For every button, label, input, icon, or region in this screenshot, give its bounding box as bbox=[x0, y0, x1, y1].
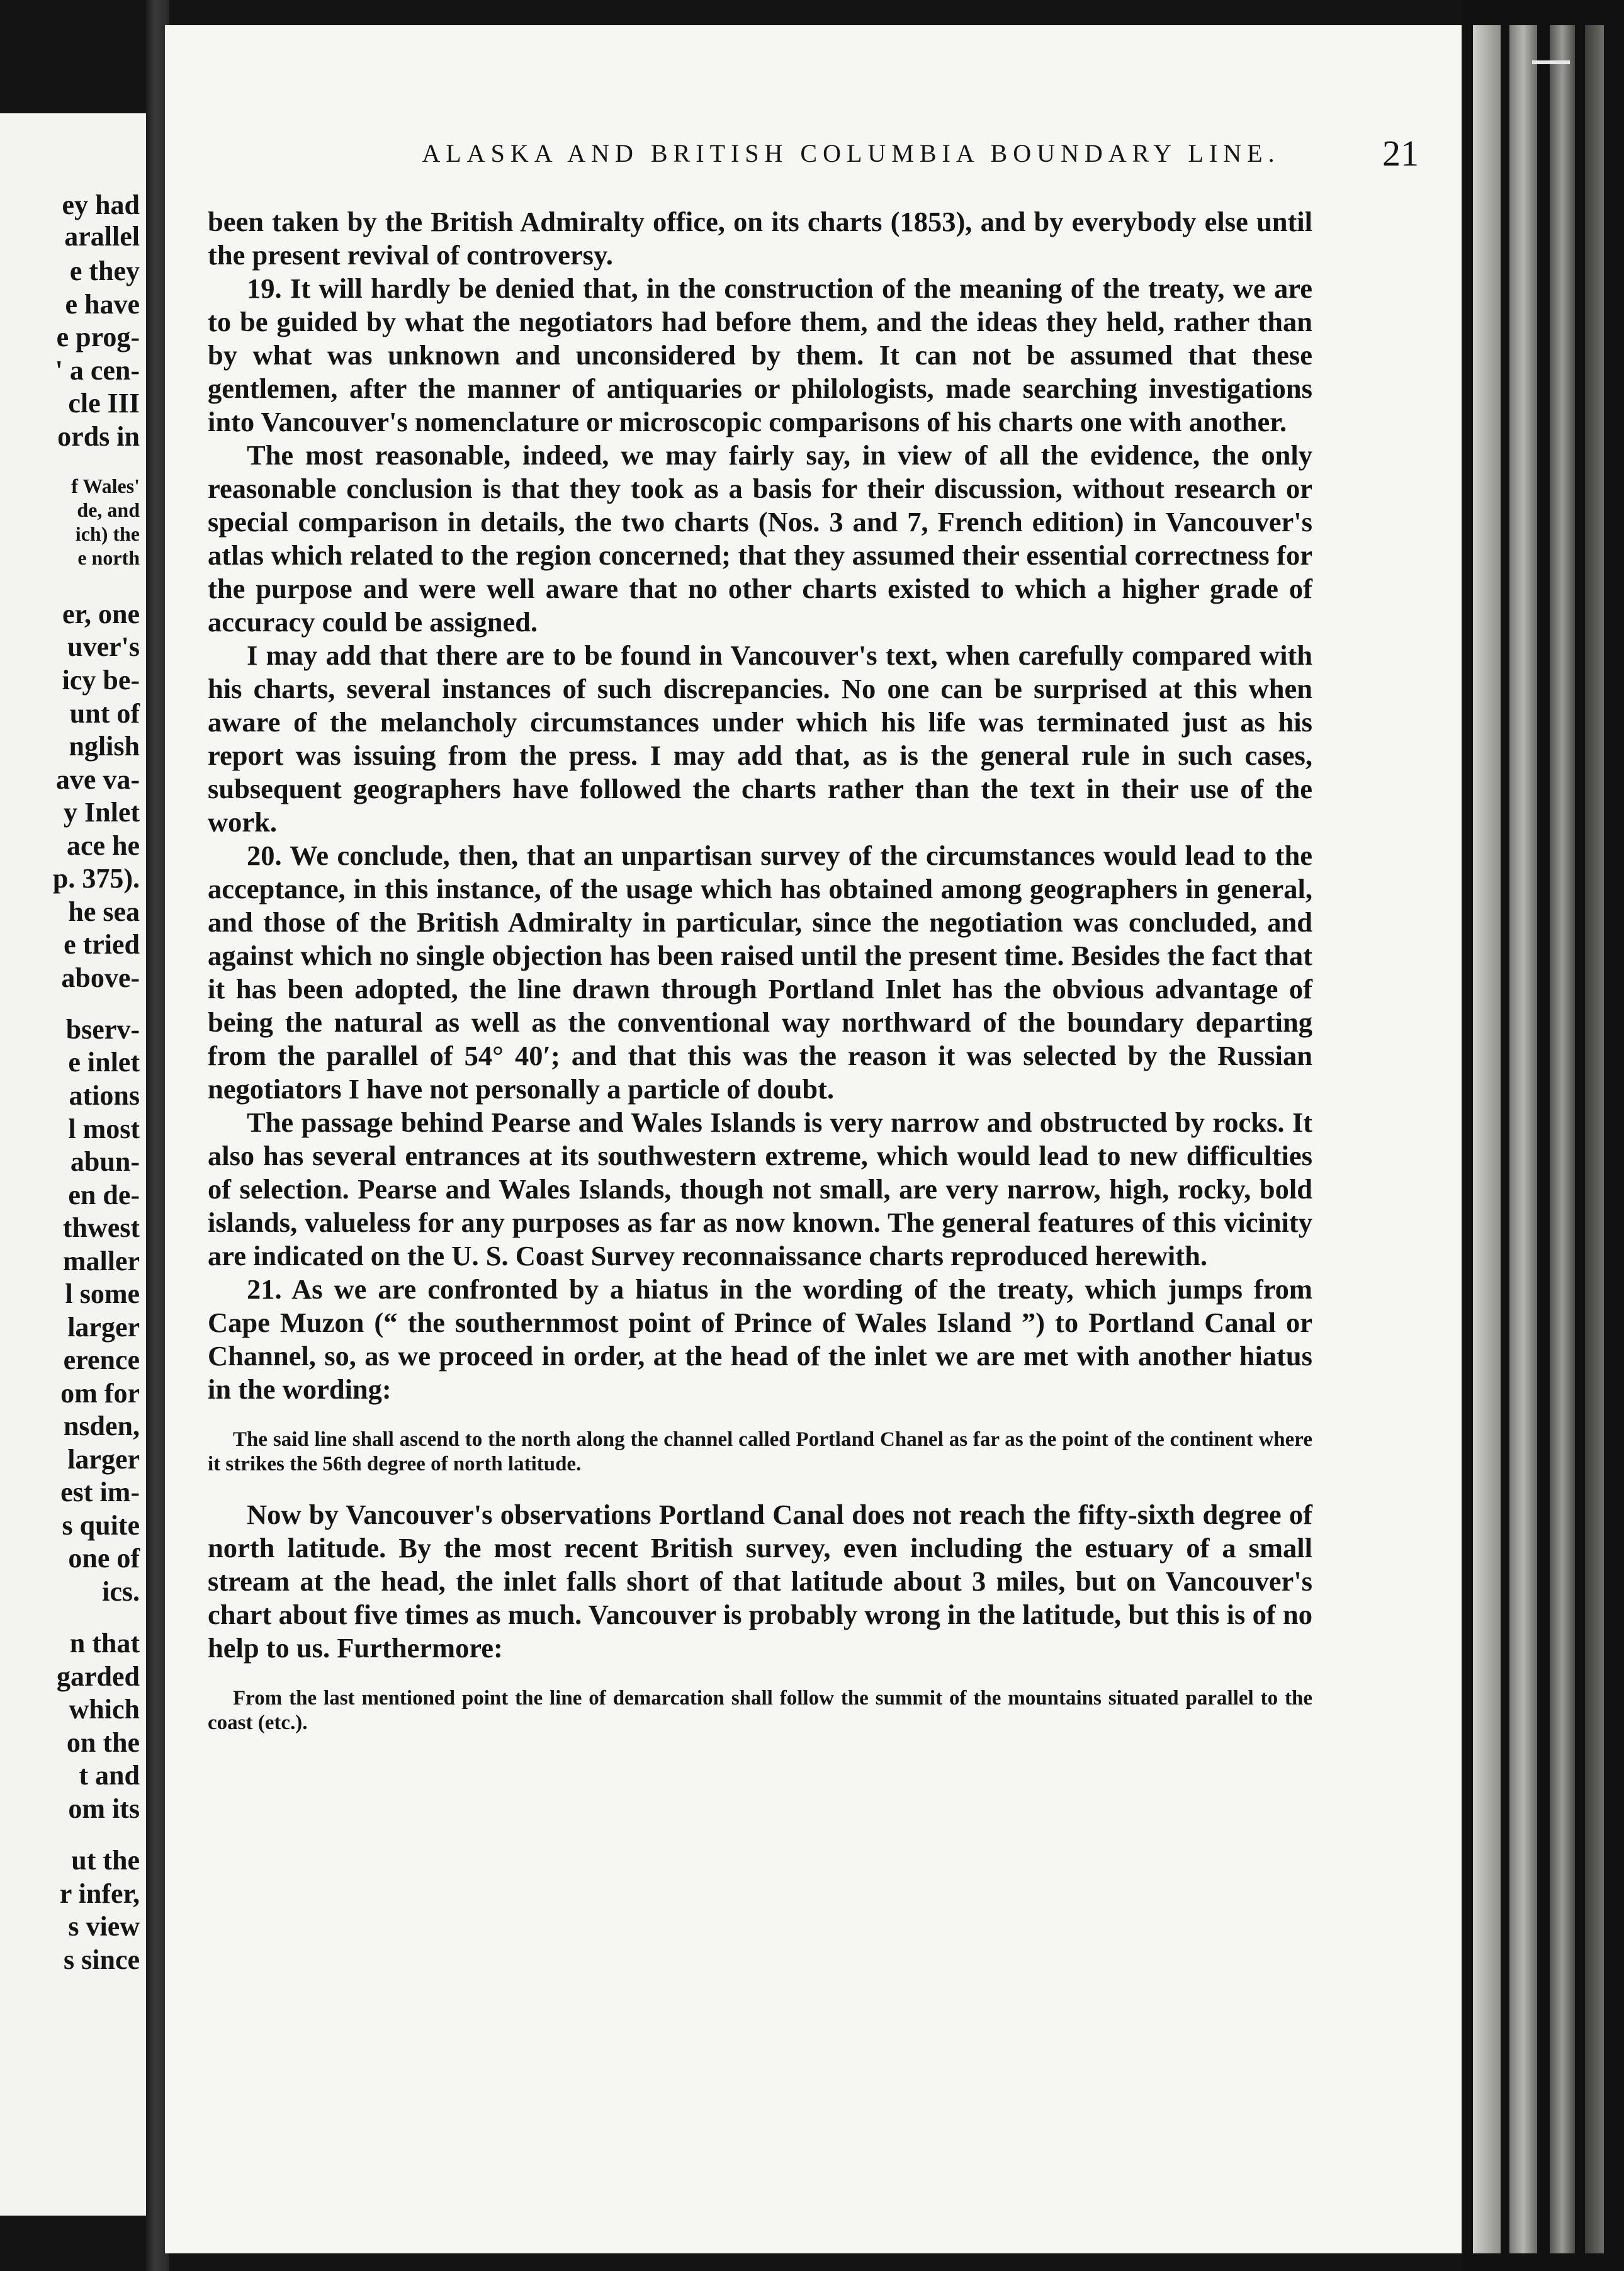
paragraph: 21. As we are confronted by a hiatus in the wording of the treaty, which jumps from Cape Muzon (“ the southernmost point of Prince of Wales Island ”) to Portland Canal or Channel, so, as we proceed in order, at the head of the inlet we are met with another hiatus in the wording: bbox=[208, 1273, 1312, 1405]
facing-page-fragment: arallel bbox=[64, 221, 140, 252]
facing-page-fragment: en de- bbox=[68, 1180, 140, 1210]
facing-page-fragment: unt of bbox=[69, 698, 140, 729]
facing-page-fragment: on the bbox=[66, 1727, 140, 1758]
facing-page-fragment: bserv- bbox=[65, 1014, 140, 1045]
facing-page-fragment: ace he bbox=[66, 830, 140, 861]
facing-page-fragment: maller bbox=[62, 1246, 140, 1276]
facing-page-fragment: est im- bbox=[60, 1477, 140, 1507]
facing-page-fragment: e tried bbox=[64, 929, 140, 960]
facing-page-fragment: ' a cen- bbox=[55, 355, 140, 386]
facing-page-fragment: ave va- bbox=[55, 764, 140, 795]
facing-page-fragment: y Inlet bbox=[64, 797, 140, 828]
block-quote: From the last mentioned point the line of demarcation shall follow the summit of the mountains situated parallel to the coast (etc.). bbox=[208, 1687, 1312, 1734]
facing-page-strip bbox=[0, 113, 146, 2216]
facing-page-fragment: f Wales' bbox=[71, 475, 140, 497]
facing-page-fragment: thwest bbox=[62, 1212, 140, 1243]
facing-page-fragment: l some bbox=[65, 1278, 140, 1309]
facing-page-fragment: s quite bbox=[62, 1510, 140, 1541]
facing-page-fragment: which bbox=[69, 1694, 140, 1725]
facing-page-fragment: e have bbox=[65, 289, 140, 320]
facing-page-fragment: e they bbox=[69, 256, 140, 286]
facing-page-fragment: om for bbox=[60, 1378, 140, 1409]
facing-page-fragment: nglish bbox=[69, 731, 140, 762]
paragraph: 19. It will hardly be denied that, in the construction of the meaning of the treaty, we are to be guided by what the negotiators had before them, and the ideas they held, rather than by what was unknown and unconsidered by them. It can not be assumed that these gentlemen, after the manner of antiquaries or philologists, made searching investigations into Vancouver's nomenclature or microscopic comparisons of his charts one with another. bbox=[208, 273, 1312, 437]
facing-page-fragment: n that bbox=[69, 1628, 140, 1659]
facing-page-fragment: s since bbox=[64, 1944, 140, 1975]
facing-page-fragment: abun- bbox=[70, 1146, 140, 1177]
facing-page-fragment: e inlet bbox=[68, 1047, 140, 1078]
paragraph: been taken by the British Admiralty office, on its charts (1853), and by everybody else until the present revival of controversy. bbox=[208, 206, 1312, 271]
facing-page-fragment: t and bbox=[79, 1760, 140, 1791]
block-quote: The said line shall ascend to the north along the channel called Portland Chanel as far as the point of the continent where it strikes the 56th degree of north latitude. bbox=[208, 1428, 1312, 1475]
facing-page-fragment: s view bbox=[68, 1911, 140, 1942]
page-number: 21 bbox=[1382, 133, 1419, 174]
facing-page-fragment: ut the bbox=[71, 1845, 140, 1876]
facing-page-fragment: cle III bbox=[68, 388, 140, 419]
facing-page-fragment: e prog- bbox=[56, 322, 140, 352]
facing-page-fragment: he sea bbox=[68, 896, 140, 927]
paragraph: The most reasonable, indeed, we may fairly say, in view of all the evidence, the only reasonable conclusion is that they took as a basis for their discussion, without research or special comparison in details, the two charts (Nos. 3 and 7, French edition) in Vancouver's atlas which related to the region concerned; that they assumed their essential correctness for the purpose and were well aware that no other charts existed to which a higher grade of accuracy could be assigned. bbox=[208, 439, 1312, 638]
facing-page-fragment: erence bbox=[63, 1344, 140, 1375]
book-edge bbox=[1462, 0, 1624, 2271]
facing-page-fragment: larger bbox=[67, 1444, 140, 1475]
facing-page-fragment: ey had bbox=[62, 189, 140, 220]
paragraph: 20. We conclude, then, that an unpartisan survey of the circumstances would lead to the acceptance, in this instance, of the usage which has obtained among geographers in general, and those of the British Admiralty in particular, since the negotiation was concluded, and against which no single objection has been raised until the present time. Besides the fact that it has been adopted, the line drawn through Portland Inlet has the obvious advantage of being the natural as well as the conventional way northward of the boundary departing from the parallel of 54° 40′; and that this was the reason it was selected by the Russian negotiators I have not personally a particle of doubt. bbox=[208, 840, 1312, 1105]
facing-page-fragment: er, one bbox=[62, 599, 140, 629]
paragraph: I may add that there are to be found in Vancouver's text, when carefully compared with his charts, several instances of such discrepancies. No one can be surprised at this when aware of the melancholy circumstances under which his life was terminated just as his report was issuing from the press. I may add that, as is the general rule in such cases, subsequent geographers have followed the charts rather than the text in their use of the work. bbox=[208, 640, 1312, 838]
facing-page-fragment: uver's bbox=[67, 631, 140, 662]
facing-page-fragment: r infer, bbox=[59, 1878, 140, 1909]
facing-page-fragment: e north bbox=[77, 546, 140, 569]
facing-page-fragment: ics. bbox=[102, 1576, 140, 1607]
running-title: ALASKA AND BRITISH COLUMBIA BOUNDARY LINE. bbox=[422, 139, 1280, 167]
facing-page-fragment: nsden, bbox=[63, 1411, 140, 1441]
facing-page-fragment: ich) the bbox=[75, 522, 140, 545]
facing-page-fragment: p. 375). bbox=[52, 863, 140, 894]
running-header bbox=[335, 132, 1443, 183]
paragraph: Now by Vancouver's observations Portland Canal does not reach the fifty-sixth degree of north latitude. By the most recent British survey, even including the estuary of a small stream at the head, the inlet falls short of that latitude about 3 miles, but on Vancouver's chart about five times as much. Vancouver is probably wrong in the latitude, but this is of no help to us. Furthermore: bbox=[208, 1499, 1312, 1664]
facing-page-fragment: larger bbox=[67, 1312, 140, 1343]
paragraph: The passage behind Pearse and Wales Islands is very narrow and obstructed by rocks. It also has several entrances at its southwestern extreme, which would lead to new difficulties of selection. Pearse and Wales Islands, though not small, are very narrow, high, rocky, bold islands, valueless for any purposes as far as now known. The general features of this vicinity are indicated on the U. S. Coast Survey reconnaissance charts reproduced herewith. bbox=[208, 1107, 1312, 1271]
facing-page-fragment: garded bbox=[57, 1661, 140, 1692]
facing-page-fragment: one of bbox=[68, 1543, 140, 1574]
facing-page-fragment: icy be- bbox=[62, 665, 140, 696]
facing-page-fragment: above- bbox=[61, 962, 140, 993]
facing-page-fragment: ations bbox=[69, 1080, 140, 1111]
facing-page-fragment: ords in bbox=[57, 421, 140, 452]
facing-page-fragment: de, and bbox=[77, 499, 140, 521]
page-body-text bbox=[208, 205, 1312, 1757]
facing-page-fragment: om its bbox=[68, 1793, 140, 1824]
facing-page-fragment: l most bbox=[68, 1113, 140, 1144]
